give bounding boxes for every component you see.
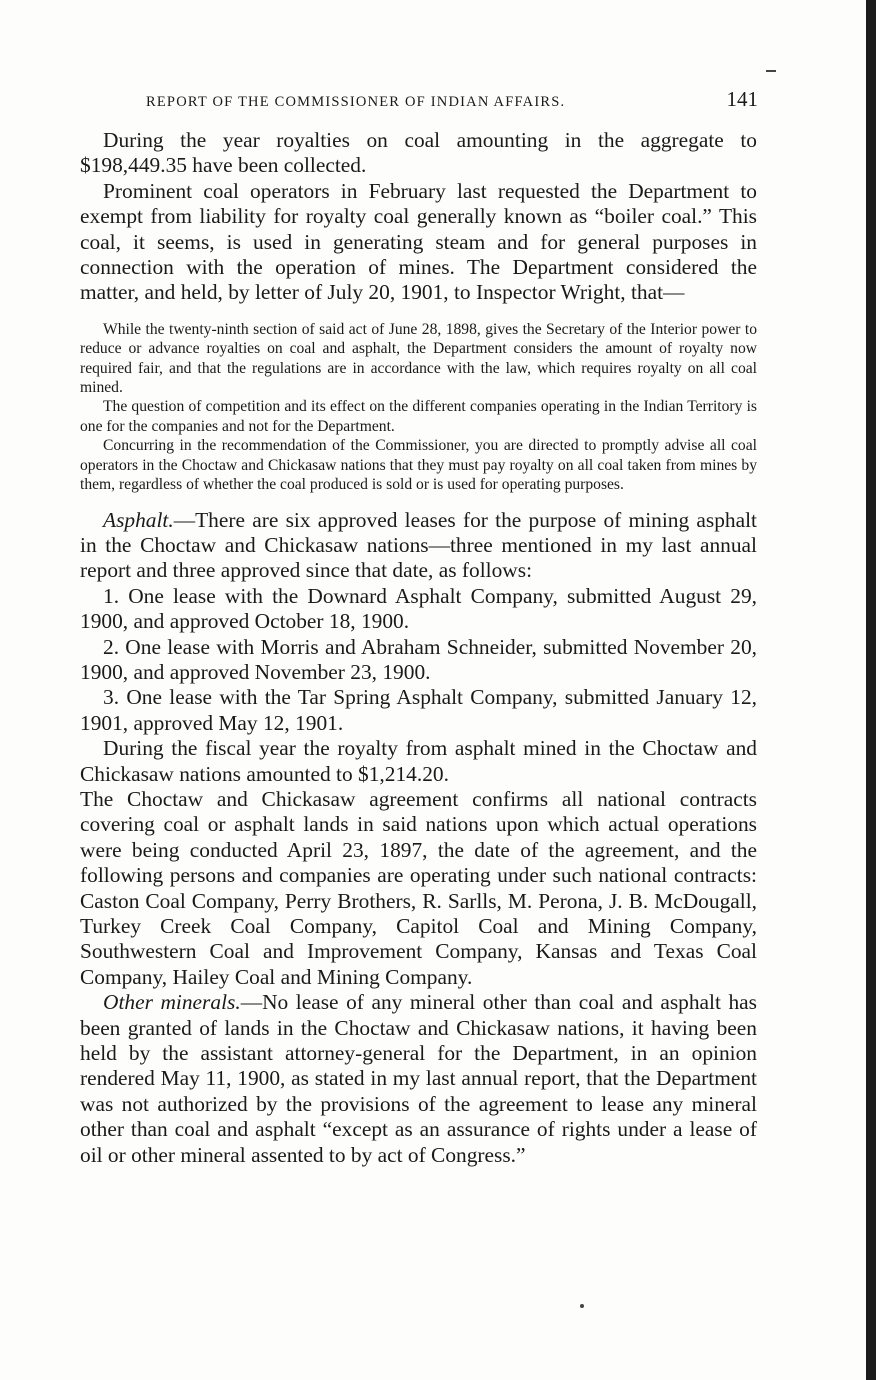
quote-paragraph-2: The question of competition and its effect on the different companies operating in the Indian Territory is one for the companies and not for the Department. — [80, 398, 757, 435]
asphalt-heading: Asphalt. — [103, 507, 174, 532]
paragraph-asphalt — [80, 508, 757, 584]
paragraph-national-contracts: The Choctaw and Chickasaw agreement confirms all national contracts covering coal or asphalt lands in said nations upon which actual operations were being conducted April 23, 1897, the date of the agreement, and the following persons and companies are operating under such national contracts: Caston Coal Company, Perry Brothers, R. Sarlls, M. Perona, J. B. McDougall, Turkey Creek Coal Company, Capitol Coal and Mining Company, Southwestern Coal and Improvement Company, Kansas and Texas Coal Company, Hailey Coal and Mining Company. — [80, 786, 757, 989]
paragraph-other-minerals — [80, 990, 757, 1168]
scan-mark — [766, 70, 776, 72]
other-minerals-heading: Other minerals. — [103, 990, 241, 1015]
scan-dot — [580, 1304, 584, 1308]
asphalt-intro: —There are six approved leases for the purpose of mining asphalt in the Choctaw and Chickasaw nations—three mentioned in my last annual report and three approved since that date, as follows: — [80, 507, 757, 583]
other-minerals-text: —No lease of any mineral other than coal and asphalt has been granted of lands in the Choctaw and Chickasaw nations, it having been held by the assistant attorney-general for the Department, in an opinion rendered May 11, 1900, as stated in my last annual report, that the Department was not authorized by the provisions of the agreement to lease any mineral other than coal and asphalt “except as an assurance of rights under a lease of oil or other mineral assented to by act of Congress.” — [80, 990, 757, 1167]
paragraph-royalties: During the year royalties on coal amounting in the aggregate to $198,449.35 have been collected. — [80, 128, 757, 178]
quote-paragraph-1: While the twenty-ninth section of said act of June 28, 1898, gives the Secretary of the Interior power to reduce or advance royalties on coal and asphalt, the Department considers the amount of royalty now required fair, and that the regulations are in accordance with the law, which requires royalty on all coal mined. — [80, 320, 757, 397]
page-number: 141 — [726, 87, 758, 111]
lease-item-2: 2. One lease with Morris and Abraham Schneider, submitted November 20, 1900, and approved November 23, 1900. — [80, 634, 757, 684]
paragraph-boiler-coal: Prominent coal operators in February last requested the Department to exempt from liability for royalty coal generally known as “boiler coal.” This coal, it seems, is used in generating steam and for general purposes in connection with the operation of mines. The Department considered the matter, and held, by letter of July 20, 1901, to Inspector Wright, that— — [80, 178, 757, 305]
block-quote — [80, 320, 757, 495]
lease-item-1: 1. One lease with the Downard Asphalt Company, submitted August 29, 1900, and approved October 18, 1900. — [80, 583, 757, 634]
lease-item-3: 3. One lease with the Tar Spring Asphalt Company, submitted January 12, 1901, approved May 12, 1901. — [80, 685, 757, 735]
running-header — [146, 87, 758, 112]
quote-paragraph-3: Concurring in the recommendation of the Commissioner, you are directed to promptly advise all coal operators in the Choctaw and Chickasaw nations that they must pay royalty on all coal taken from mines by them, regardless of whether the coal produced is sold or is used for operating purposes. — [80, 437, 757, 494]
header-title: REPORT OF THE COMMISSIONER OF INDIAN AFFAIRS. — [146, 94, 566, 110]
page-edge-shadow — [866, 0, 876, 1380]
page-body — [80, 128, 757, 1168]
paragraph-asphalt-royalty: During the fiscal year the royalty from asphalt mined in the Choctaw and Chickasaw nations amounted to $1,214.20. — [80, 736, 757, 786]
